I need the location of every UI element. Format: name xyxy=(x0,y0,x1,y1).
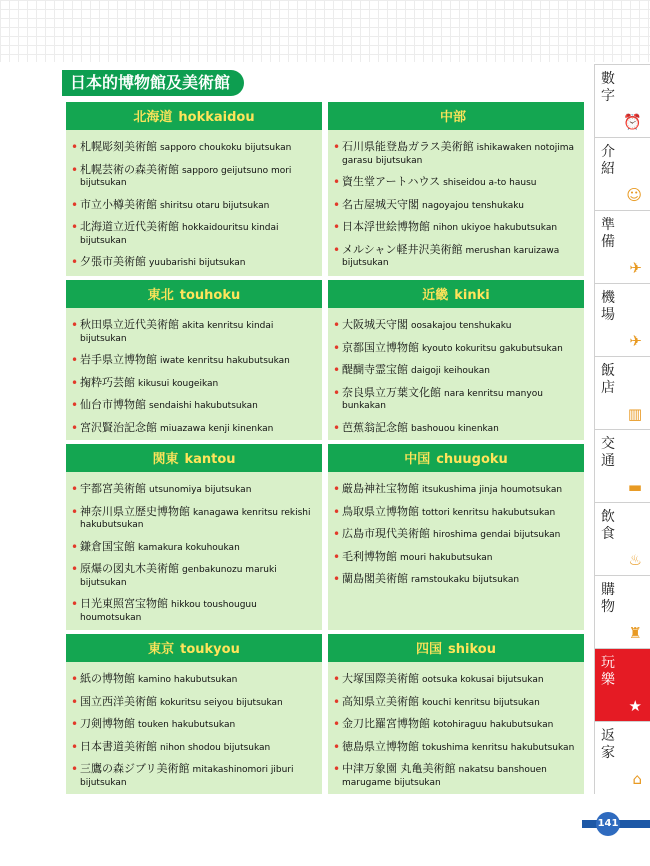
airplane-icon: ✈ xyxy=(629,332,642,350)
region-romaji: toukyou xyxy=(180,642,240,657)
museum-name-ja: 毛利博物館 xyxy=(342,549,397,563)
museum-name-ja: 京都国立博物館 xyxy=(342,340,419,354)
museum-name-ja: 広島市現代美術館 xyxy=(342,527,430,540)
museum-name-romaji: merushan karuizawa bijutsukan xyxy=(342,245,560,268)
museum-name-ja: 鎌倉国宝館 xyxy=(80,539,135,553)
region-name: 東京 xyxy=(148,642,175,657)
tab-label: 飯店 xyxy=(601,363,615,396)
museum-name-romaji: tokushima kenritsu hakubutsukan xyxy=(421,742,575,753)
museum-list-item xyxy=(332,413,580,436)
museum-list-item xyxy=(70,155,318,190)
tab-label: 飲食 xyxy=(601,509,615,542)
museum-list xyxy=(66,472,322,624)
tab-0[interactable] xyxy=(594,64,650,137)
museum-name-ja: 宇都宮美術館 xyxy=(80,482,146,495)
museum-list-item xyxy=(332,212,580,235)
museum-list-item xyxy=(332,333,580,356)
shopping-icon: ♜ xyxy=(628,624,642,642)
museum-name-ja: 日光東照宮宝物館 xyxy=(80,597,168,610)
museum-list-item xyxy=(70,754,318,789)
museum-list xyxy=(328,130,584,270)
museum-list-item xyxy=(332,474,580,497)
museum-name-romaji: nihon shodou bijutsukan xyxy=(159,742,271,753)
region-panel xyxy=(66,444,322,630)
museum-list xyxy=(328,472,584,587)
museum-list-item xyxy=(332,709,580,732)
tab-6[interactable] xyxy=(594,502,650,575)
page-title: 日本的博物館及美術館 xyxy=(62,70,244,96)
tab-3[interactable] xyxy=(594,283,650,356)
museum-name-ja: 大阪城天守閣 xyxy=(342,318,408,331)
museum-list-item xyxy=(332,497,580,520)
museum-list-item xyxy=(70,687,318,710)
museum-name-romaji: nihon ukiyoe hakubutsukan xyxy=(432,223,558,233)
museum-name-ja: 鳥取県立博物館 xyxy=(342,504,419,518)
museum-name-romaji: kokuritsu seiyou bijutsukan xyxy=(159,697,283,708)
museum-list-item xyxy=(70,310,318,345)
museum-name-ja: 市立小樽美術館 xyxy=(80,197,157,211)
museum-name-ja: 醍醐寺霊宝館 xyxy=(342,363,408,376)
region-name: 関東 xyxy=(152,452,179,467)
region-panel xyxy=(66,634,322,794)
museum-name-ja: 札幌彫刻美術館 xyxy=(80,140,157,153)
museum-name-ja: 日本浮世絵博物館 xyxy=(342,220,430,233)
museum-name-romaji: touken hakubutsukan xyxy=(137,720,236,730)
tab-label: 介紹 xyxy=(601,144,615,177)
tab-4[interactable] xyxy=(594,356,650,429)
museum-name-romaji: genbakunozu maruki bijutsukan xyxy=(80,565,277,588)
museum-name-romaji: kamakura kokuhoukan xyxy=(137,542,240,553)
museum-list-item xyxy=(332,732,580,755)
museum-list-item xyxy=(332,310,580,333)
museum-name-romaji: itsukushima jinja houmotsukan xyxy=(421,485,563,495)
region-romaji: chuugoku xyxy=(436,452,508,467)
museum-name-romaji: miuazawa kenji kinenkan xyxy=(159,423,274,434)
tab-label: 返家 xyxy=(601,728,615,761)
museum-name-romaji: iwate kenritsu hakubutsukan xyxy=(159,356,290,366)
museum-list-item xyxy=(70,190,318,213)
region-header xyxy=(328,444,584,472)
museum-name-ja: 奈良県立万葉文化館 xyxy=(342,385,441,399)
museum-name-romaji: kikusui kougeikan xyxy=(137,378,219,389)
museum-name-ja: 北海道立近代美術館 xyxy=(80,220,179,233)
region-name: 北海道 xyxy=(133,110,173,125)
museum-name-romaji: bashouou kinenkan xyxy=(410,423,499,434)
museum-name-romaji: hokkaidouritsu kindai bijutsukan xyxy=(80,223,279,246)
museum-list-item xyxy=(70,664,318,687)
museum-name-romaji: nara kenritsu manyou bunkakan xyxy=(342,388,543,411)
region-panel xyxy=(328,102,584,276)
page-number: 141 xyxy=(596,812,620,836)
museum-name-romaji: utsunomiya bijutsukan xyxy=(148,485,252,495)
tab-1[interactable] xyxy=(594,137,650,210)
hotel-icon: ▥ xyxy=(627,405,642,423)
region-panel xyxy=(328,444,584,630)
region-romaji: kinki xyxy=(454,288,490,303)
museum-list-item xyxy=(332,167,580,190)
region-panel xyxy=(328,634,584,794)
museum-name-romaji: sapporo choukoku bijutsukan xyxy=(159,143,292,153)
tab-8[interactable] xyxy=(594,648,650,721)
museum-name-romaji: ramstoukaku bijutsukan xyxy=(410,575,520,585)
museum-name-ja: 札幌芸術の森美術館 xyxy=(80,162,179,176)
region-name: 四国 xyxy=(416,642,443,657)
museum-list-item xyxy=(332,378,580,413)
museum-name-ja: 石川県能登島ガラス美術館 xyxy=(342,140,474,153)
museum-list-item xyxy=(70,732,318,755)
region-romaji: shikou xyxy=(448,642,496,657)
tab-label: 數字 xyxy=(601,71,615,104)
museum-list-item xyxy=(70,390,318,413)
tab-label: 玩樂 xyxy=(601,655,615,688)
museum-list-item xyxy=(332,664,580,687)
museum-name-ja: 大塚国際美術館 xyxy=(342,672,419,685)
museum-list-item xyxy=(332,235,580,270)
region-name: 近畿 xyxy=(422,288,449,303)
region-name: 中国 xyxy=(404,452,431,467)
museum-name-romaji: akita kenritsu kindai bijutsukan xyxy=(80,321,274,344)
museum-name-ja: 刀剣博物館 xyxy=(80,717,135,730)
museum-name-ja: 日本書道美術館 xyxy=(80,739,157,753)
fun-icon: ★ xyxy=(628,697,642,715)
museum-name-ja: 資生堂アートハウス xyxy=(342,175,441,188)
museum-list-item xyxy=(70,345,318,368)
museum-name-romaji: kanagawa kenritsu rekishi hakubutsukan xyxy=(80,507,311,530)
museum-name-ja: 三鷹の森ジブリ美術館 xyxy=(80,762,190,775)
top-grid-background xyxy=(0,0,650,62)
region-header xyxy=(328,634,584,662)
region-name: 東北 xyxy=(147,288,174,303)
museum-name-romaji: kouchi kenritsu bijutsukan xyxy=(421,697,540,708)
museum-name-ja: 国立西洋美術館 xyxy=(80,694,157,708)
museum-name-ja: 金刀比羅宮博物館 xyxy=(342,717,430,730)
museum-name-ja: 徳島県立博物館 xyxy=(342,739,419,753)
tab-5[interactable] xyxy=(594,429,650,502)
museum-name-ja: 名古屋城天守閣 xyxy=(342,197,419,211)
museum-name-romaji: hikkou toushouguu houmotsukan xyxy=(80,600,257,623)
museum-name-romaji: kamino hakubutsukan xyxy=(137,675,238,685)
museum-name-ja: 高知県立美術館 xyxy=(342,694,419,708)
region-romaji: kantou xyxy=(184,452,236,467)
museum-name-romaji: hiroshima gendai bijutsukan xyxy=(432,530,561,540)
museum-list-item xyxy=(70,532,318,555)
museum-list-item xyxy=(70,247,318,270)
traveler-icon: ✈ xyxy=(629,259,642,277)
museum-name-romaji: ishikawaken notojima garasu bijutsukan xyxy=(342,143,575,166)
museum-name-romaji: ootsuka kokusai bijutsukan xyxy=(421,675,544,685)
museum-name-ja: 掬粋巧芸館 xyxy=(80,375,135,389)
food-icon: ♨ xyxy=(628,551,642,569)
museum-list xyxy=(66,308,322,435)
museum-name-ja: 厳島神社宝物館 xyxy=(342,482,419,495)
museum-list-item xyxy=(70,132,318,155)
tab-2[interactable] xyxy=(594,210,650,283)
region-header xyxy=(66,102,322,130)
museum-name-ja: メルシャン軽井沢美術館 xyxy=(342,242,463,256)
region-romaji: hokkaidou xyxy=(178,110,255,125)
region-panel xyxy=(66,102,322,276)
museum-name-ja: 宮沢賢治記念館 xyxy=(80,420,157,434)
region-romaji: touhoku xyxy=(179,288,241,303)
museum-name-romaji: mouri hakubutsukan xyxy=(399,552,493,563)
museum-name-romaji: oosakajou tenshukaku xyxy=(410,321,512,331)
museum-name-romaji: sapporo geijutsuno mori bijutsukan xyxy=(80,165,292,188)
museum-list-item xyxy=(332,190,580,213)
museum-name-ja: 中津万象園 丸亀美術館 xyxy=(342,762,456,775)
tab-label: 購物 xyxy=(601,582,615,615)
museum-name-romaji: yuubarishi bijutsukan xyxy=(148,258,246,268)
tab-9[interactable] xyxy=(594,721,650,794)
bus-icon: ▬ xyxy=(627,478,642,496)
museum-name-ja: 原爆の図丸木美術館 xyxy=(80,562,179,575)
museum-list-item xyxy=(70,554,318,589)
region-panel xyxy=(328,280,584,440)
region-header xyxy=(66,280,322,308)
museum-list-item xyxy=(332,542,580,565)
museum-name-ja: 岩手県立博物館 xyxy=(80,353,157,366)
museum-list-item xyxy=(70,212,318,247)
museum-name-romaji: kyouto kokuritsu gakubutsukan xyxy=(421,343,563,354)
museum-list-item xyxy=(70,368,318,391)
museum-list-item xyxy=(70,497,318,532)
museum-name-ja: 夕張市美術館 xyxy=(80,255,146,268)
region-panel xyxy=(66,280,322,440)
museum-list-item xyxy=(332,355,580,378)
museum-list-item xyxy=(70,589,318,624)
museum-name-romaji: shiseidou a-to hausu xyxy=(443,178,537,188)
museum-name-ja: 秋田県立近代美術館 xyxy=(80,318,179,331)
museum-list xyxy=(66,662,322,789)
museum-name-romaji: nagoyajou tenshukaku xyxy=(421,200,524,211)
museum-name-romaji: shiritsu otaru bijutsukan xyxy=(159,200,270,211)
museum-name-romaji: daigoji keihoukan xyxy=(410,366,490,376)
tab-label: 機場 xyxy=(601,290,615,323)
museum-name-ja: 神奈川県立歴史博物館 xyxy=(80,504,190,518)
tab-label: 準備 xyxy=(601,217,615,250)
museum-name-romaji: sendaishi hakubutsukan xyxy=(148,401,258,411)
museum-name-romaji: mitakashinomori jiburi bijutsukan xyxy=(80,765,294,788)
museum-name-ja: 仙台市博物館 xyxy=(80,398,146,411)
museum-list-item xyxy=(332,519,580,542)
museum-name-ja: 紙の博物館 xyxy=(80,672,135,685)
museum-list xyxy=(328,308,584,435)
museum-list-item xyxy=(70,413,318,436)
museum-name-romaji: tottori kenritsu hakubutsukan xyxy=(421,507,556,518)
region-header xyxy=(66,444,322,472)
side-tabs xyxy=(594,64,650,794)
museum-list-item xyxy=(332,564,580,587)
museum-list-item xyxy=(70,709,318,732)
museum-list xyxy=(66,130,322,270)
museum-list-item xyxy=(332,754,580,789)
tab-7[interactable] xyxy=(594,575,650,648)
alarm-clock-icon: ⏰ xyxy=(623,113,642,131)
museum-name-romaji: nakatsu banshouen marugame bijutsukan xyxy=(342,765,547,788)
museum-list xyxy=(328,662,584,789)
region-header xyxy=(328,102,584,130)
region-name: 中部 xyxy=(439,110,466,125)
house-icon: ⌂ xyxy=(632,770,642,788)
region-header xyxy=(66,634,322,662)
museum-name-ja: 蘭島閣美術館 xyxy=(342,572,408,585)
museum-name-romaji: kotohiraguu hakubutsukan xyxy=(432,720,554,730)
museum-list-item xyxy=(332,687,580,710)
museum-name-ja: 芭蕉翁記念館 xyxy=(342,420,408,434)
tab-label: 交通 xyxy=(601,436,615,469)
museum-list-item xyxy=(332,132,580,167)
museum-list-item xyxy=(70,474,318,497)
people-icon: ☺ xyxy=(626,186,642,204)
region-header xyxy=(328,280,584,308)
